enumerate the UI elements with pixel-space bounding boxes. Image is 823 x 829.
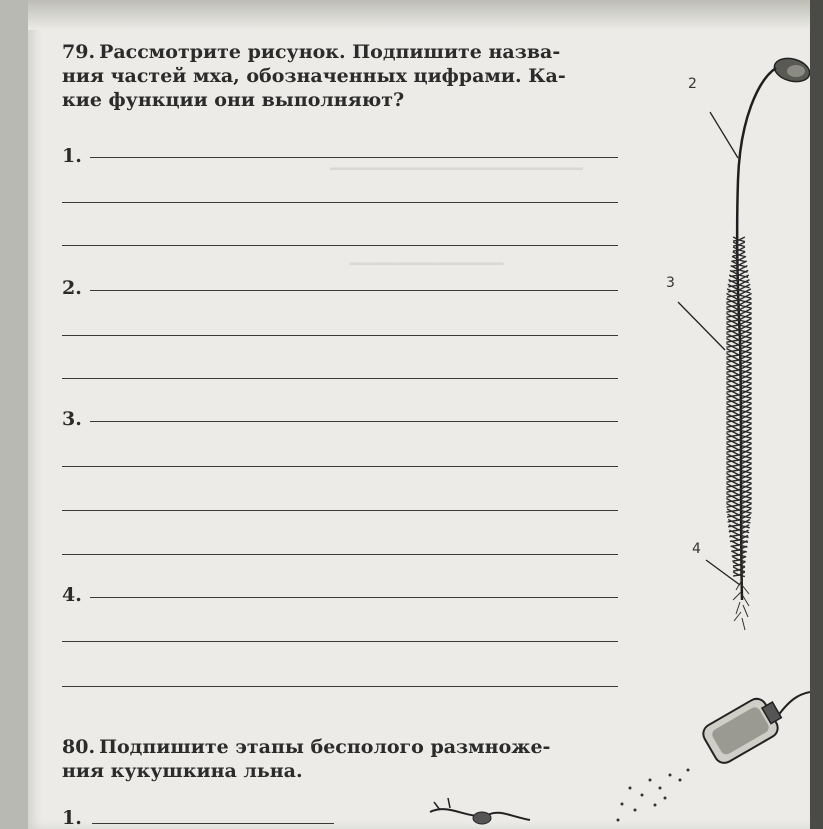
task-80-answer-1-line[interactable] — [92, 823, 334, 824]
answer-3-line[interactable] — [90, 421, 618, 422]
bleed-through: ━━━━━━━━━━━━━━━━━ — [350, 255, 504, 273]
answer-4-line-3[interactable] — [62, 686, 618, 687]
answer-3-line-2[interactable] — [62, 466, 618, 467]
answer-4-label: 4. — [62, 584, 82, 606]
pointer-line-2 — [710, 112, 738, 158]
answer-3-label: 3. — [62, 408, 82, 430]
task-80-number: 80. — [62, 736, 96, 758]
task-79-title-line: кие функции они выполняют? — [62, 89, 405, 111]
answer-2-label: 2. — [62, 277, 82, 299]
task-79-title-line: Рассмотрите рисунок. Подпишите назва- — [99, 41, 561, 63]
protonema-illustration — [420, 790, 540, 829]
answer-1-line-2[interactable] — [62, 202, 618, 203]
answer-3-line-3[interactable] — [62, 510, 618, 511]
spore-capsule-illustration — [600, 680, 810, 829]
task-80-title — [62, 735, 622, 783]
answer-2-line[interactable] — [90, 290, 618, 291]
moss-plant-illustration — [640, 40, 810, 640]
task-80-title-line: ния кукушкина льна. — [62, 760, 303, 782]
task-80-title-line: Подпишите этапы бесполого размноже- — [99, 736, 551, 758]
task-79-title-line: ния частей мха, обозначенных цифрами. Ка- — [62, 65, 566, 87]
answer-2-line-2[interactable] — [62, 335, 618, 336]
figure-label-3: 3 — [666, 275, 675, 291]
answer-4-line-2[interactable] — [62, 641, 618, 642]
page-right-edge — [810, 0, 823, 829]
moss-stalk — [737, 68, 776, 600]
task-79-number: 79. — [62, 41, 96, 63]
answer-1-line[interactable] — [90, 157, 618, 158]
answer-2-line-3[interactable] — [62, 378, 618, 379]
moss-capsule-icon — [772, 55, 810, 86]
figure-label-4: 4 — [692, 541, 701, 557]
task-79-title — [62, 40, 622, 112]
pointer-line-3 — [678, 302, 725, 350]
bleed-through: ━━━━━━━━━━━━━━━━━━━━━━━━━━━━ — [330, 160, 583, 178]
answer-3-line-4[interactable] — [62, 554, 618, 555]
page-left-edge — [0, 0, 28, 829]
figure-label-2: 2 — [688, 76, 697, 92]
spores — [617, 769, 690, 822]
task-80-answer-1-label: 1. — [62, 807, 82, 829]
answer-1-line-3[interactable] — [62, 245, 618, 246]
answer-4-line[interactable] — [90, 597, 618, 598]
page-top-shadow — [28, 0, 810, 30]
answer-1-label: 1. — [62, 145, 82, 167]
